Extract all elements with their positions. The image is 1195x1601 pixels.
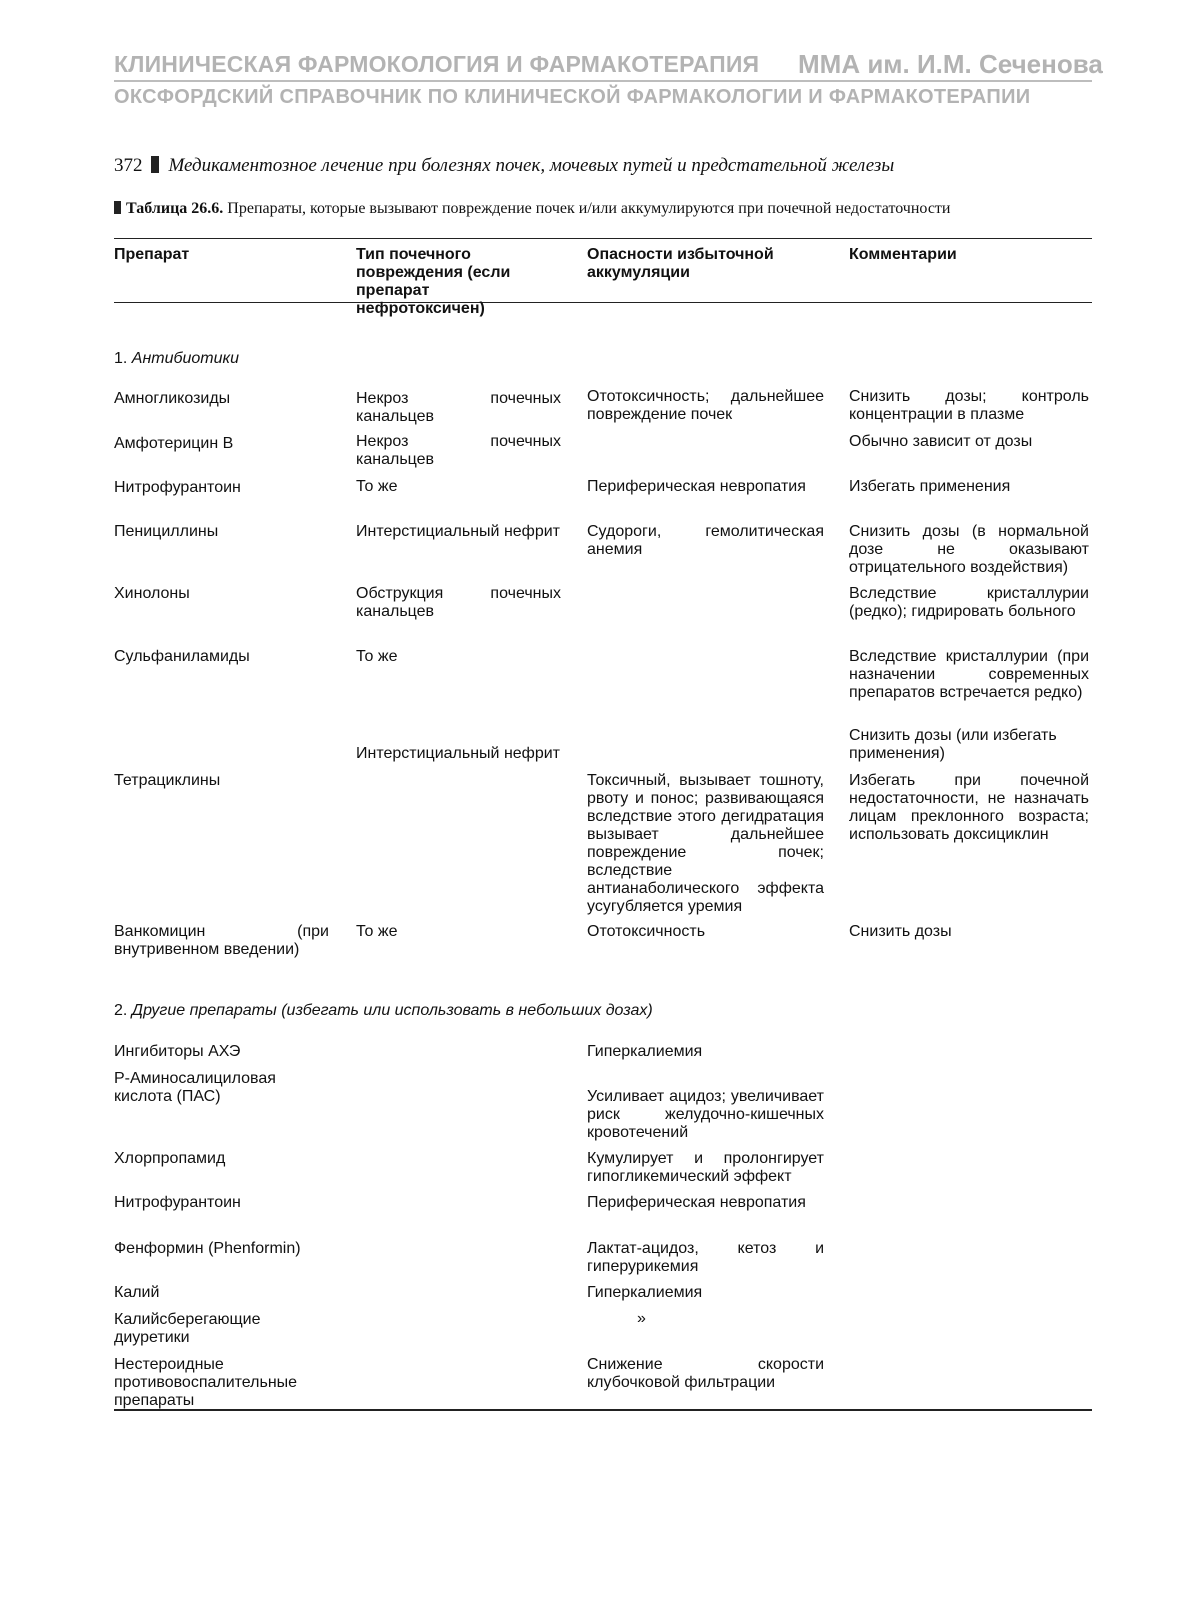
table-cell-accumulation: Периферическая невропатия xyxy=(587,478,806,495)
table-cell-accumulation: Усиливает ацидоз; увеличивает риск желудочно-кишечных кровотечений xyxy=(587,1088,824,1141)
table-cell-drug: Амфотерицин В xyxy=(114,435,234,452)
table-cell-comments: Снизить дозы; контроль концентрации в плазме xyxy=(849,388,1089,423)
header-accumulation: Опасности избыточной аккумуляции xyxy=(587,246,774,281)
table-cell-accumulation: Гиперкалиемия xyxy=(587,1284,703,1301)
page-number: 372 xyxy=(114,155,143,176)
table-cell-drug: Нестероидные противовоспалительные препараты xyxy=(114,1356,298,1409)
header-comments: Комментарии xyxy=(849,246,957,263)
table-cell-comments: Обычно зависит от дозы xyxy=(849,433,1033,450)
table-cell-accumulation: Токсичный, вызывает тошноту, рвоту и понос; развивающаяся вследствие этого дегидратация вызывает дальнейшее повреждение почек; вследствие антианаболического эффекта усугубляется уремия xyxy=(587,772,824,915)
table-cell-comments: Снизить дозы (или избегать применения) xyxy=(849,727,1057,762)
table-cell-accumulation: Ототоксичность xyxy=(587,923,706,940)
caption-marker-icon xyxy=(114,201,121,214)
table-cell-drug: Ингибиторы АХЭ xyxy=(114,1043,241,1060)
table-cell-drug: Тетрациклины xyxy=(114,772,221,789)
header-damage-type: Тип почечного повреждения (если препарат нефротоксичен) xyxy=(356,246,511,317)
table-cell-accumulation: Гиперкалиемия xyxy=(587,1043,703,1060)
table-cell-damage: Некроз почечных канальцев xyxy=(356,433,561,468)
table-caption xyxy=(114,200,1092,218)
table-cell-damage: Интерстициальный нефрит xyxy=(356,745,560,762)
watermark-title-left: КЛИНИЧЕСКАЯ ФАРМОКОЛОГИЯ И ФАРМАКОТЕРАПИЯ xyxy=(114,51,760,77)
table-cell-damage: Интерстициальный нефрит xyxy=(356,523,560,540)
running-head xyxy=(114,155,894,177)
table-cell-damage: Некроз почечных канальцев xyxy=(356,390,561,425)
table-cell-drug: Хлорпропамид xyxy=(114,1150,226,1167)
table-cell-comments: Избегать применения xyxy=(849,478,1011,495)
table-cell-drug: Ванкомицин (при внутривенном введении) xyxy=(114,923,329,958)
table-cell-drug: Калий xyxy=(114,1284,160,1301)
table-header-rule xyxy=(114,302,1092,303)
section-title-antibiotics: 1. Антибиотики xyxy=(114,350,239,367)
table-cell-drug: Фенформин (Phenformin) xyxy=(114,1240,301,1257)
table-cell-drug: Нитрофурантоин xyxy=(114,1194,241,1211)
table-cell-comments: Вследствие кристаллурии (при назначении современных препаратов встречается редко) xyxy=(849,648,1089,701)
table-cell-damage: Обструкция почечных канальцев xyxy=(356,585,561,620)
watermark-divider xyxy=(114,80,1092,82)
section-title-other-drugs: 2. Другие препараты (избегать или использовать в небольших дозах) xyxy=(114,1002,653,1019)
table-cell-drug: Амногликозиды xyxy=(114,390,231,407)
table-cell-accumulation: Судороги, гемолитическая анемия xyxy=(587,523,824,558)
table-cell-accumulation: Кумулирует и пролонгирует гипогликемический эффект xyxy=(587,1150,824,1185)
watermark-subtitle: ОКСФОРДСКИЙ СПРАВОЧНИК ПО КЛИНИЧЕСКОЙ ФАРМАКОЛОГИИ И ФАРМАКОТЕРАПИИ xyxy=(114,86,1031,108)
table-cell-comments: Снизить дозы xyxy=(849,923,952,940)
table-cell-damage: То же xyxy=(356,648,398,665)
table-cell-drug: Калийсберегающие диуретики xyxy=(114,1311,261,1346)
table-cell-drug: Нитрофурантоин xyxy=(114,479,241,496)
table-cell-damage: То же xyxy=(356,478,398,495)
table-cell-accumulation: Лактат-ацидоз, кетоз и гиперурикемия xyxy=(587,1240,824,1275)
table-cell-accumulation: » xyxy=(637,1310,646,1327)
table-cell-drug: Хинолоны xyxy=(114,585,190,602)
caption-text: Препараты, которые вызывают повреждение почек и/или аккумулируются при почечной недостаточности xyxy=(227,200,951,217)
table-cell-accumulation: Периферическая невропатия xyxy=(587,1194,806,1211)
table-cell-comments: Избегать при почечной недостаточности, не назначать лицам преклонного возраста; использовать доксициклин xyxy=(849,772,1089,843)
table-cell-comments: Вследствие кристаллурии (редко); гидрировать больного xyxy=(849,585,1089,620)
table-top-rule xyxy=(114,238,1092,239)
section-marker-icon xyxy=(151,156,159,173)
table-cell-drug: Сульфаниламиды xyxy=(114,648,250,665)
table-cell-comments: Снизить дозы (в нормальной дозе не оказывают отрицательного воздействия) xyxy=(849,523,1089,576)
header-drug: Препарат xyxy=(114,246,190,263)
table-cell-accumulation: Ототоксичность; дальнейшее повреждение почек xyxy=(587,388,824,423)
watermark-title-right: ММА им. И.М. Сеченова xyxy=(798,49,1103,79)
chapter-title: Медикаментозное лечение при болезнях почек, мочевых путей и предстательной железы xyxy=(168,155,895,176)
table-cell-drug: Пенициллины xyxy=(114,523,219,540)
table-cell-damage: То же xyxy=(356,923,398,940)
table-cell-accumulation: Снижение скорости клубочковой фильтрации xyxy=(587,1356,824,1391)
caption-label: Таблица 26.6. xyxy=(126,200,224,217)
table-cell-drug: Р-Аминосалициловая кислота (ПАС) xyxy=(114,1070,276,1105)
